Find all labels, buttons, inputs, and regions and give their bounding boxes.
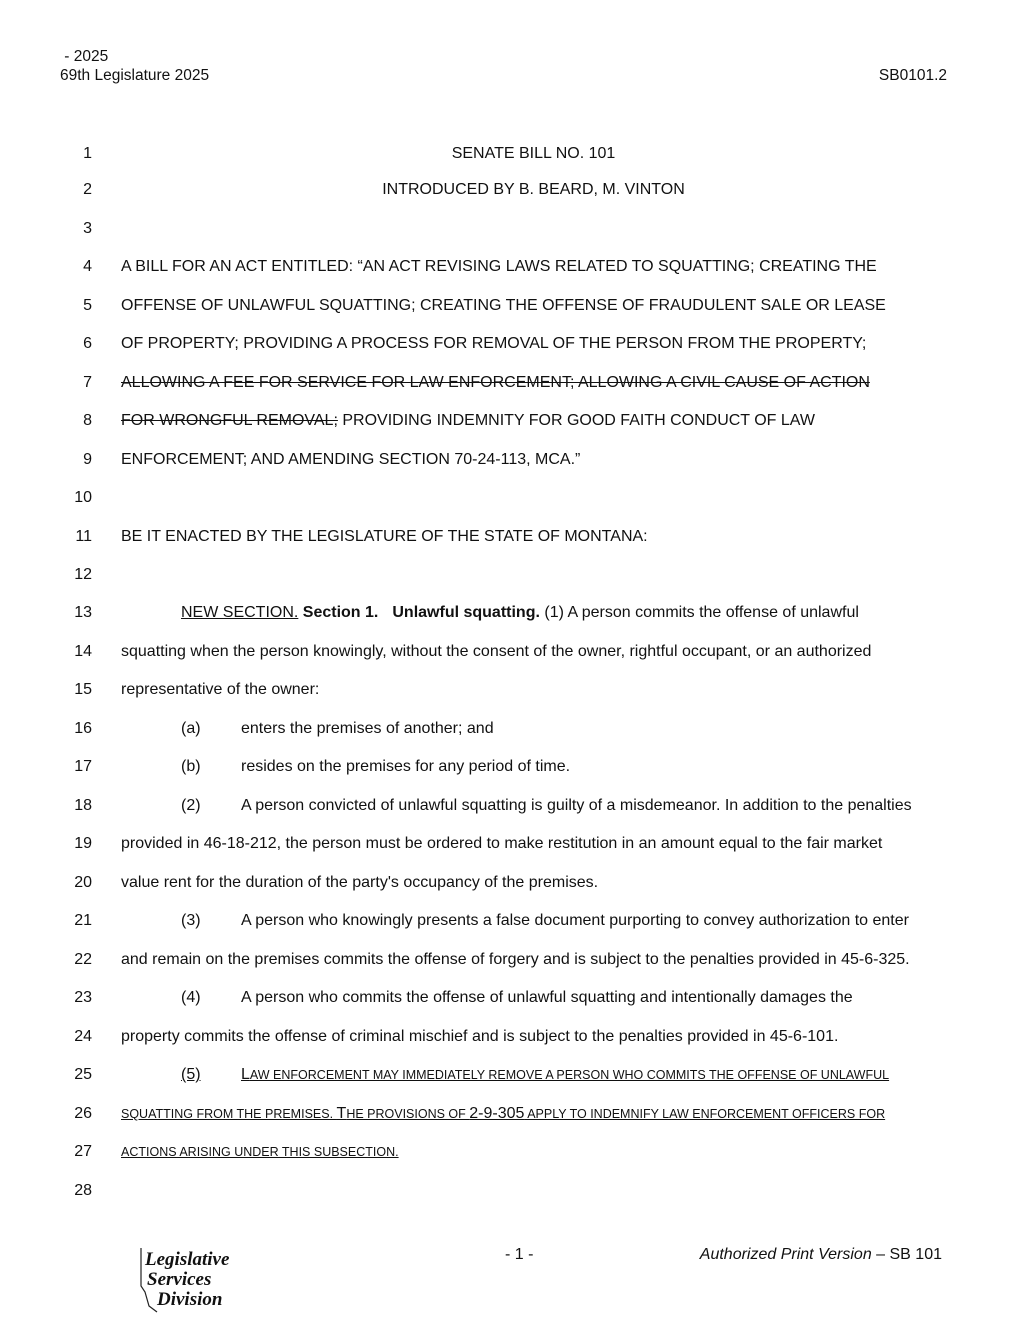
struck-text: ALLOWING A FEE FOR SERVICE FOR LAW ENFORCEMENT; ALLOWING A CIVIL CAUSE OF ACTION: [121, 374, 870, 391]
inserted-text: 2-9-305: [469, 1105, 525, 1122]
line-number: 21: [74, 912, 92, 929]
subsection-label: (5): [181, 1066, 201, 1083]
line-number: 9: [83, 451, 92, 468]
subsection-label: (4): [181, 989, 201, 1006]
enacting-clause: BE IT ENACTED BY THE LEGISLATURE OF THE STATE OF MONTANA:: [121, 528, 648, 545]
line-number: 10: [74, 489, 92, 506]
inserted-text: ACTIONS ARISING UNDER THIS SUBSECTION.: [121, 1145, 399, 1159]
text-segment: A person who knowingly presents a false document purporting to convey authorization to enter: [241, 912, 909, 929]
line-number: 17: [74, 758, 92, 775]
subsection-label: (b): [181, 758, 201, 775]
subsection-line-amended: [121, 1066, 1011, 1084]
line-number: 15: [74, 681, 92, 698]
text-segment: Authorized Print Version: [699, 1246, 872, 1263]
bill-act-title-line: [121, 374, 951, 392]
subsection-line: [121, 912, 1011, 930]
subsection-label: (2): [181, 797, 201, 814]
line-number: 4: [83, 258, 92, 275]
line-number: 20: [74, 874, 92, 891]
header-year: - 2025: [60, 48, 109, 65]
bill-act-title-line: ENFORCEMENT; AND AMENDING SECTION 70-24-113, MCA.”: [121, 451, 581, 468]
bill-act-title-line: A BILL FOR AN ACT ENTITLED: “AN ACT REVISING LAWS RELATED TO SQUATTING; CREATING THE: [121, 258, 877, 275]
inserted-text: L: [241, 1066, 250, 1083]
line-number: 16: [74, 720, 92, 737]
line-number: 12: [74, 566, 92, 583]
logo-line: Legislative: [145, 1249, 230, 1270]
subsection-line: [121, 720, 1011, 738]
text-segment: – SB 101: [871, 1246, 942, 1263]
line-number: 11: [75, 528, 92, 545]
line-number: 5: [83, 297, 92, 314]
subsection-line: [121, 797, 1011, 815]
section-title: Unlawful squatting.: [392, 604, 540, 621]
inserted-text: T: [336, 1105, 347, 1122]
inserted-text: AW ENFORCEMENT MAY IMMEDIATELY REMOVE A PERSON WHO COMMITS THE OFFENSE OF UNLAWFUL: [249, 1068, 890, 1082]
section-heading-line: [121, 604, 1011, 622]
bill-act-title-line: [121, 412, 951, 430]
body-line: squatting when the person knowingly, without the consent of the owner, rightful occupant, or an authorized: [121, 643, 872, 660]
subsection-line: [121, 758, 1011, 776]
logo-line: Services: [147, 1269, 212, 1290]
text-segment: A person convicted of unlawful squatting is guilty of a misdemeanor. In addition to the penalties: [241, 797, 912, 814]
body-line-amended: [121, 1105, 951, 1123]
line-number: 25: [74, 1066, 92, 1083]
bill-act-title-line: OFFENSE OF UNLAWFUL SQUATTING; CREATING THE OFFENSE OF FRAUDULENT SALE OR LEASE: [121, 297, 886, 314]
header-legislature: 69th Legislature 2025: [60, 67, 210, 84]
body-line: value rent for the duration of the party's occupancy of the premises.: [121, 874, 599, 891]
body-line-amended: [121, 1143, 951, 1161]
body-line: provided in 46-18-212, the person must be ordered to make restitution in an amount equal to the fair market: [121, 835, 883, 852]
body-line: representative of the owner:: [121, 681, 320, 698]
text-segment: A person who commits the offense of unlawful squatting and intentionally damages the: [241, 989, 853, 1006]
bill-sponsors: INTRODUCED BY B. BEARD, M. VINTON: [382, 181, 685, 198]
line-number: 19: [74, 835, 92, 852]
new-section-marker: NEW SECTION.: [181, 604, 299, 621]
inserted-text: HE PROVISIONS OF: [346, 1107, 470, 1121]
section-number: Section 1.: [298, 604, 379, 621]
line-number: 6: [83, 335, 92, 352]
text-segment: resides on the premises for any period of time.: [241, 758, 571, 775]
line-number: 14: [74, 643, 92, 660]
subsection-line: [121, 989, 1011, 1007]
line-number: 8: [83, 412, 92, 429]
logo-line: Division: [157, 1289, 223, 1310]
line-number: 26: [74, 1105, 92, 1122]
bill-title: SENATE BILL NO. 101: [451, 145, 616, 162]
bill-act-title-line: OF PROPERTY; PROVIDING A PROCESS FOR REMOVAL OF THE PERSON FROM THE PROPERTY;: [121, 335, 867, 352]
page-number: - 1 -: [505, 1246, 534, 1263]
text-segment: PROVIDING INDEMNITY FOR GOOD FAITH CONDUCT OF LAW: [337, 412, 815, 429]
body-line: and remain on the premises commits the offense of forgery and is subject to the penalties provided in 45-6-325.: [121, 951, 910, 968]
line-number: 23: [74, 989, 92, 1006]
subsection-label: (a): [181, 720, 201, 737]
text-segment: enters the premises of another; and: [241, 720, 494, 737]
inserted-text: SQUATTING FROM THE PREMISES.: [121, 1107, 337, 1121]
inserted-text: APPLY TO INDEMNIFY LAW ENFORCEMENT OFFICERS FOR: [524, 1107, 886, 1121]
line-number: 2: [83, 181, 92, 198]
line-number: 13: [74, 604, 92, 621]
line-number: 22: [74, 951, 92, 968]
header-bill-code: SB0101.2: [878, 67, 947, 84]
line-number: 27: [74, 1143, 92, 1160]
subsection-label: (3): [181, 912, 201, 929]
authorized-print-label: [700, 1246, 942, 1264]
line-number: 1: [83, 145, 92, 162]
body-line: property commits the offense of criminal mischief and is subject to the penalties provided in 45-6-101.: [121, 1028, 839, 1045]
legislative-services-division-logo: [135, 1246, 255, 1314]
line-number: 3: [83, 220, 92, 237]
line-number: 28: [74, 1182, 92, 1199]
line-number: 18: [74, 797, 92, 814]
line-number: 7: [83, 374, 92, 391]
text-segment: (1) A person commits the offense of unlawful: [539, 604, 859, 621]
line-number: 24: [74, 1028, 92, 1045]
struck-text: FOR WRONGFUL REMOVAL;: [121, 412, 338, 429]
